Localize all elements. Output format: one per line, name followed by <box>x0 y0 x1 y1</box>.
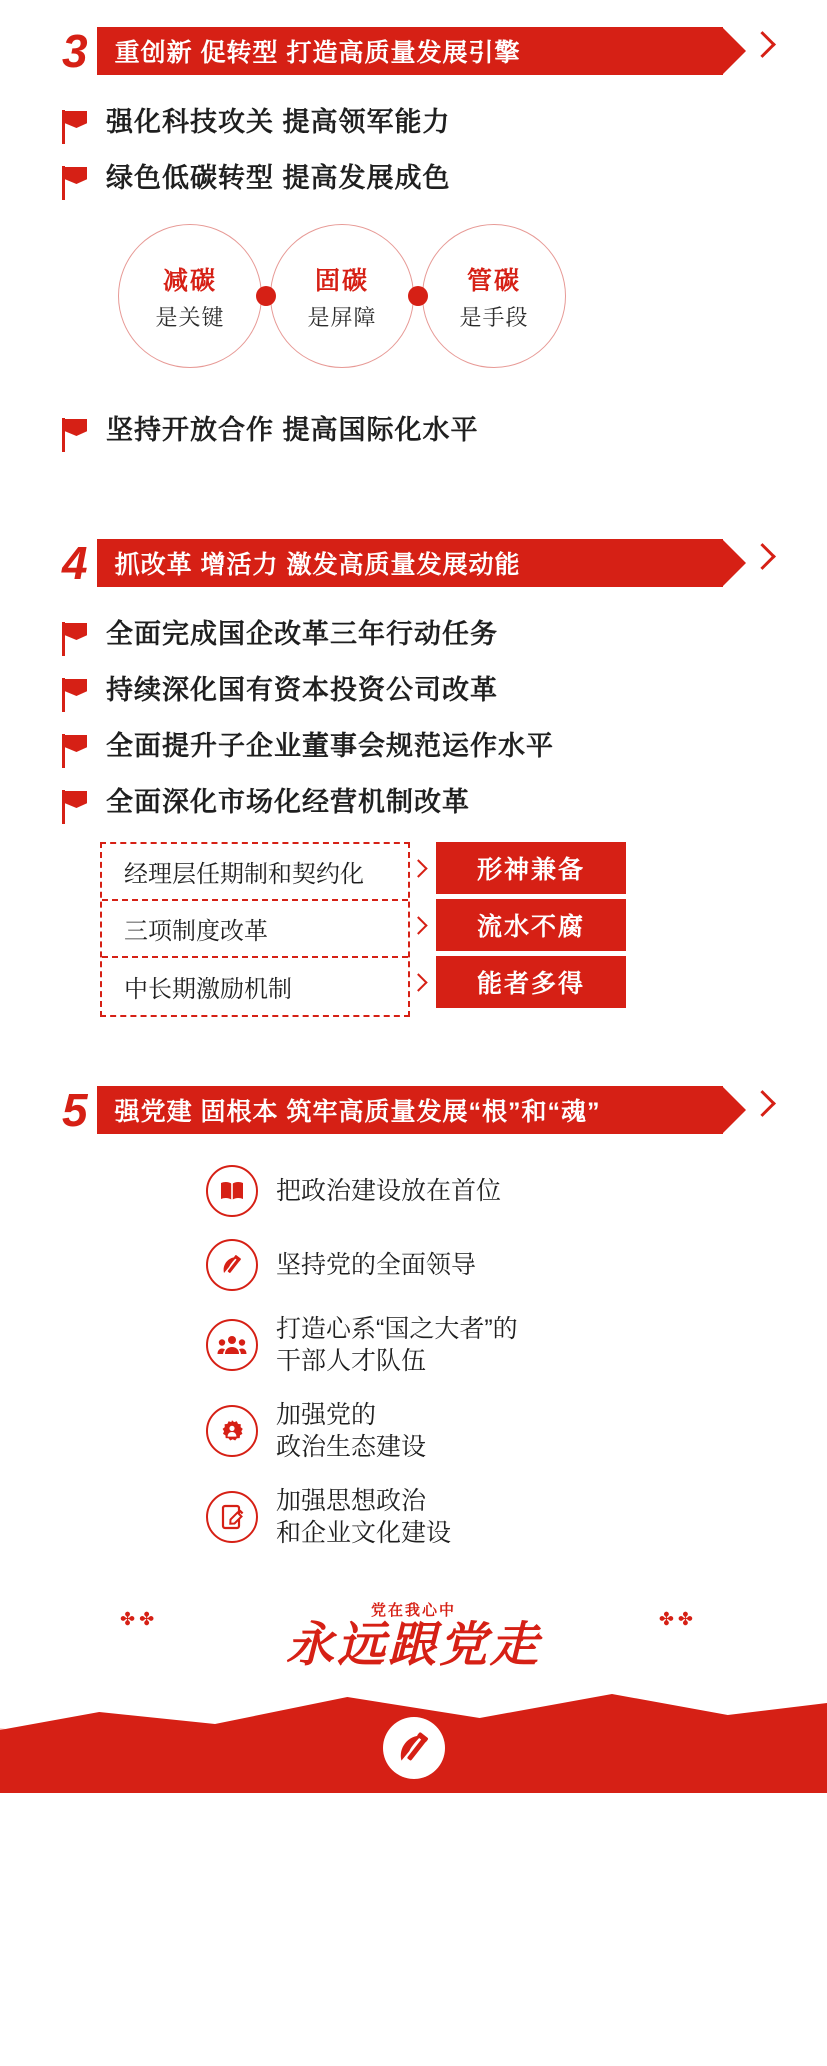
document-pen-icon <box>206 1491 258 1543</box>
section-4-banner <box>62 534 779 592</box>
arrow-right-icon <box>410 899 436 956</box>
section-5-banner <box>62 1081 779 1139</box>
bullet-text: 坚持开放合作 提高国际化水平 <box>106 415 479 445</box>
chevron-right-icon <box>753 27 779 75</box>
bullet-text: 持续深化国有资本投资公司改革 <box>106 675 498 705</box>
list-item <box>206 1399 827 1463</box>
chevron-right-icon <box>753 539 779 587</box>
section-3-title: 重创新 促转型 打造高质量发展引擎 <box>114 39 521 67</box>
list-item-label <box>276 1399 426 1463</box>
section-4-number: 4 <box>62 537 87 589</box>
hammer-sickle-icon <box>206 1239 258 1291</box>
section-5 <box>0 1081 827 1549</box>
circle-title: 管碳 <box>466 266 521 295</box>
connector-dot-icon <box>408 286 428 306</box>
reform-item: 经理层任期制和契约化 <box>102 844 408 901</box>
section-3-title-bar <box>97 27 723 75</box>
party-emblem-icon <box>383 1717 445 1779</box>
circle-desc: 是关键 <box>155 304 225 330</box>
section-4 <box>0 534 827 1017</box>
birds-icon: ✤✤ <box>120 1609 159 1629</box>
flag-icon <box>62 622 92 656</box>
section-5-number: 5 <box>62 1084 87 1136</box>
bullet-item <box>62 730 787 768</box>
footer-slogan-big: 永远跟党走 <box>285 1619 542 1672</box>
reform-table <box>0 842 827 1017</box>
list-item <box>206 1313 827 1377</box>
bullet-item <box>62 786 787 824</box>
bullet-item <box>62 162 787 200</box>
bullet-text: 全面完成国企改革三年行动任务 <box>106 619 498 649</box>
reform-tag: 能者多得 <box>436 956 626 1008</box>
list-item-line: 政治生态建设 <box>276 1433 427 1461</box>
bullet-text: 强化科技攻关 提高领军能力 <box>106 107 451 137</box>
reform-item: 三项制度改革 <box>102 901 408 958</box>
book-icon <box>206 1165 258 1217</box>
reform-tag: 流水不腐 <box>436 899 626 951</box>
list-item-line: 干部人才队伍 <box>276 1347 427 1375</box>
party-building-list <box>0 1165 827 1549</box>
reform-tag: 形神兼备 <box>436 842 626 894</box>
flag-icon <box>62 790 92 824</box>
list-item <box>206 1239 827 1291</box>
list-item <box>206 1165 827 1217</box>
arrow-right-icon <box>410 842 436 899</box>
list-item-line: 和企业文化建设 <box>276 1519 452 1547</box>
circle-desc: 是屏障 <box>307 304 377 330</box>
reform-items-column <box>100 842 410 1017</box>
footer-banner <box>0 1583 827 1793</box>
list-item-label <box>276 1313 518 1377</box>
flag-icon <box>62 678 92 712</box>
circle-item <box>118 224 262 368</box>
bullet-text: 全面提升子企业董事会规范运作水平 <box>106 731 554 761</box>
circle-desc: 是手段 <box>459 304 529 330</box>
section-4-title: 抓改革 增活力 激发高质量发展动能 <box>114 551 521 579</box>
flag-icon <box>62 110 92 144</box>
bullet-item <box>62 674 787 712</box>
section-3-bullets-bottom <box>0 414 827 452</box>
flag-icon <box>62 734 92 768</box>
bullet-text: 全面深化市场化经营机制改革 <box>106 787 470 817</box>
bullet-item <box>62 106 787 144</box>
circle-title: 固碳 <box>314 266 369 295</box>
list-item-label: 把政治建设放在首位 <box>276 1177 502 1205</box>
footer-slogan-small: 党在我心中 <box>370 1602 457 1619</box>
section-4-title-bar <box>97 539 723 587</box>
list-item-line: 加强思想政治 <box>276 1487 427 1515</box>
list-item <box>206 1485 827 1549</box>
flag-icon <box>62 418 92 452</box>
circle-item <box>422 224 566 368</box>
gear-people-icon <box>206 1405 258 1457</box>
reform-item: 中长期激励机制 <box>124 976 292 1003</box>
bullet-item <box>62 414 787 452</box>
list-item-line: 打造心系“国之大者”的 <box>276 1315 518 1343</box>
connector-dot-icon <box>256 286 276 306</box>
reform-arrows-column <box>410 842 436 1013</box>
birds-icon: ✤✤ <box>658 1609 697 1629</box>
footer-slogan <box>286 1599 541 1670</box>
list-item-line: 加强党的 <box>276 1401 377 1429</box>
bullet-text: 绿色低碳转型 提高发展成色 <box>106 163 451 193</box>
chevron-right-icon <box>753 1086 779 1134</box>
section-3-bullets-top <box>0 106 827 200</box>
section-3-banner <box>62 22 779 80</box>
circle-item <box>270 224 414 368</box>
reform-tags-column <box>436 842 626 1008</box>
section-5-title-bar <box>97 1086 723 1134</box>
arrow-right-icon <box>410 956 436 1013</box>
list-item-label <box>276 1485 451 1549</box>
carbon-circles-group <box>0 218 827 388</box>
section-5-title: 强党建 固根本 筑牢高质量发展“根”和“魂” <box>114 1098 601 1126</box>
list-item-label: 坚持党的全面领导 <box>276 1251 477 1279</box>
section-3-number: 3 <box>62 25 87 77</box>
circle-title: 减碳 <box>162 266 217 295</box>
flag-icon <box>62 166 92 200</box>
section-4-bullets <box>0 618 827 824</box>
bullet-item <box>62 618 787 656</box>
people-icon <box>206 1319 258 1371</box>
section-3 <box>0 0 827 452</box>
